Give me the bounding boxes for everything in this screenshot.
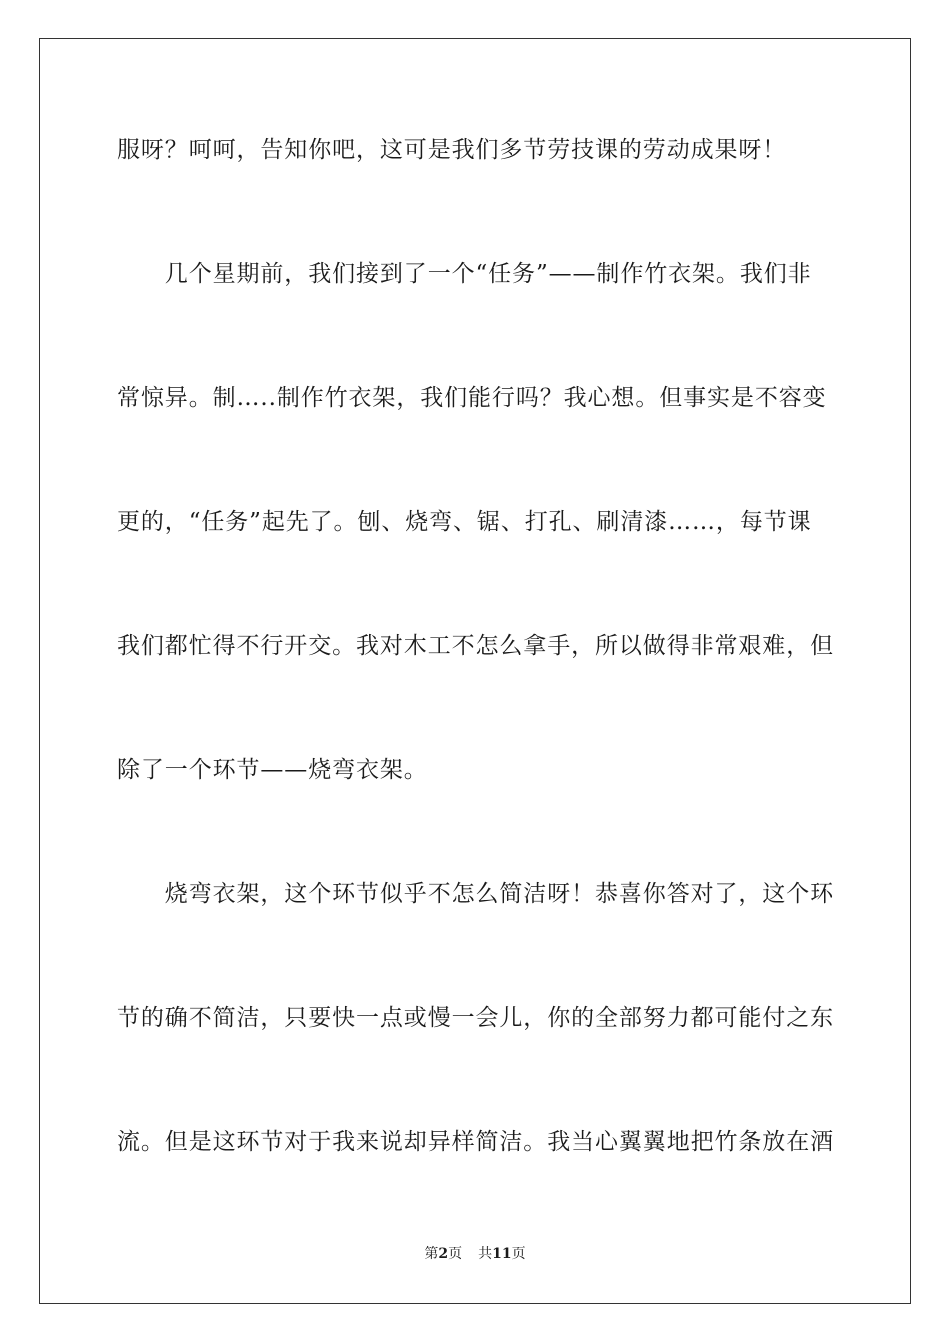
body-text-line: 流。但是这环节对于我来说却异样简洁。我当心翼翼地把竹条放在酒	[117, 1129, 834, 1155]
body-text-line: 更的，“任务”起先了。刨、烧弯、锯、打孔、刷清漆……，每节课	[117, 509, 812, 535]
page-indicator	[424, 1246, 462, 1262]
body-text-line: 常惊异。制…..制作竹衣架，我们能行吗？我心想。但事实是不容变	[117, 385, 827, 411]
total-suffix: 页	[511, 1246, 526, 1262]
body-text-line: 节的确不简洁，只要快一点或慢一会儿，你的全部努力都可能付之东	[117, 1005, 834, 1031]
body-text-line: 我们都忙得不行开交。我对木工不怎么拿手，所以做得非常艰难，但	[117, 633, 834, 659]
page-prefix: 第	[424, 1246, 439, 1262]
total-pages-indicator	[478, 1246, 525, 1262]
page-suffix: 页	[448, 1246, 463, 1262]
total-prefix: 共	[478, 1246, 493, 1262]
body-text-line: 烧弯衣架，这个环节似乎不怎么简洁呀！恭喜你答对了，这个环	[117, 881, 834, 907]
total-pages: 11	[492, 1246, 512, 1262]
page-border	[39, 38, 911, 1304]
page-number: 2	[438, 1246, 449, 1262]
body-text-line: 几个星期前，我们接到了一个“任务”——制作竹衣架。我们非	[117, 261, 812, 287]
page-footer	[0, 1244, 950, 1264]
body-text-line: 服呀？呵呵，告知你吧，这可是我们多节劳技课的劳动成果呀！	[117, 137, 787, 163]
body-text-line: 除了一个环节——烧弯衣架。	[117, 757, 428, 783]
